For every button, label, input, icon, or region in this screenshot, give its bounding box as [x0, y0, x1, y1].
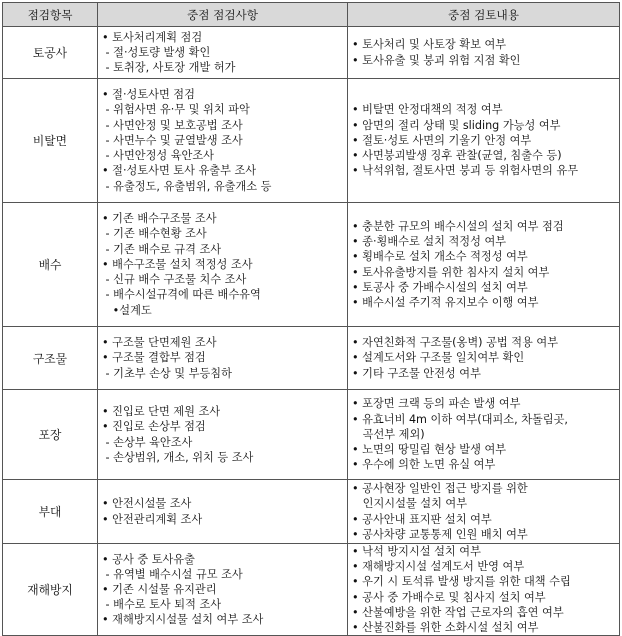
row-category: 비탈면 [3, 79, 98, 203]
check-item: •설계도 [102, 303, 152, 317]
header-checks: 중점 점검사항 [98, 3, 348, 27]
check-item: - 유출정도, 유출범위, 유출개소 등 [102, 179, 272, 193]
row-category: 구조물 [3, 327, 98, 390]
review-item: • 횡배수로 설치 개소수 적정성 여부 [352, 250, 528, 264]
review-item: • 재해방지시설 설계도서 반영 여부 [352, 560, 525, 574]
review-item: • 토사유출방지를 위한 침사지 설치 여부 [352, 265, 550, 279]
inspection-table-wrapper [2, 2, 619, 636]
check-item: - 사면안정 및 보호공법 조사 [102, 118, 243, 132]
check-item: • 진입로 단면 제원 조사 [102, 405, 221, 419]
table-row [3, 544, 620, 636]
review-item: • 설계도서와 구조물 일치여부 확인 [352, 351, 525, 365]
row-reviews-cell [348, 544, 620, 636]
review-item: • 토사유출 및 붕괴 위험 지점 확인 [352, 53, 521, 67]
check-item: - 기존 배수로 규격 조사 [102, 242, 222, 256]
row-checks-cell [98, 27, 348, 79]
check-item: • 절·성토사면 점검 [102, 88, 195, 102]
row-checks-cell [98, 390, 348, 480]
row-category: 토공사 [3, 27, 98, 79]
review-item: • 산불진화를 위한 소화시설 설치 여부 [352, 621, 539, 635]
row-reviews-cell [348, 27, 620, 79]
check-item: • 구조물 결합부 점검 [102, 351, 206, 365]
header-row [3, 3, 620, 27]
review-item: 곡선부 제외) [352, 427, 425, 441]
row-checks-cell [98, 327, 348, 390]
check-item: - 위험사면 유·무 및 위치 파악 [102, 103, 250, 117]
row-reviews-cell [348, 327, 620, 390]
review-item: 인지시설물 설치 여부 [352, 497, 468, 511]
row-reviews-cell [348, 480, 620, 544]
table-row [3, 203, 620, 327]
row-checks-cell [98, 79, 348, 203]
table-row [3, 480, 620, 544]
review-item: • 노면의 땅밀림 현상 발생 여부 [352, 443, 507, 457]
row-category: 재해방지 [3, 544, 98, 636]
table-row [3, 27, 620, 79]
check-item: - 손상범위, 개소, 위치 등 조사 [102, 450, 254, 464]
review-item: • 포장면 크랙 등의 파손 발생 여부 [352, 397, 521, 411]
row-checks-cell [98, 480, 348, 544]
check-item: - 기존 배수현황 조사 [102, 227, 207, 241]
table-body [3, 27, 620, 636]
review-item: • 기타 구조물 안전성 여부 [352, 366, 481, 380]
row-checks-cell [98, 203, 348, 327]
review-item: • 암면의 절리 상태 및 sliding 가능성 여부 [352, 118, 561, 132]
row-reviews-cell [348, 79, 620, 203]
review-item: • 우수에 의한 노면 유실 여부 [352, 458, 496, 472]
row-reviews-cell [348, 203, 620, 327]
review-item: • 낙석 방지시설 설치 여부 [352, 545, 481, 558]
review-item: • 공사현장 일반인 접근 방지를 위한 [352, 482, 528, 496]
check-item: • 진입로 손상부 점검 [102, 420, 206, 434]
check-item: - 신규 배수 구조물 치수 조사 [102, 273, 247, 287]
check-item: - 손상부 육안조사 [102, 435, 193, 449]
check-item: • 절·성토사면 토사 유출부 조사 [102, 164, 257, 178]
inspection-table [2, 2, 620, 636]
check-item: - 토취장, 사토장 개발 허가 [102, 61, 236, 75]
row-checks-cell [98, 544, 348, 636]
review-item: • 공사 중 가배수로 및 침사지 설치 여부 [352, 590, 546, 604]
review-item: • 유효너비 4m 이하 여부(대피소, 차돌림곳, [352, 412, 568, 426]
review-item: • 낙석위험, 절토사면 붕괴 등 위험사면의 유무 [352, 164, 579, 178]
check-item: • 안전관리계획 조사 [102, 512, 203, 526]
row-reviews-cell [348, 390, 620, 480]
check-item: • 공사 중 토사유출 [102, 552, 195, 566]
review-item: • 공사차량 교통통제 인원 배치 여부 [352, 527, 528, 541]
review-item: • 종·횡배수로 설치 적정성 여부 [352, 235, 507, 249]
table-row [3, 327, 620, 390]
review-item: • 토공사 중 가배수시설의 설치 여부 [352, 280, 528, 294]
row-category: 부대 [3, 480, 98, 544]
review-item: • 산불예방을 위한 작업 근로자의 흡연 여부 [352, 605, 564, 619]
check-item: • 구조물 단면제원 조사 [102, 336, 217, 350]
review-item: • 공사안내 표지판 설치 여부 [352, 512, 492, 526]
review-item: • 토사처리 및 사토장 확보 여부 [352, 38, 507, 52]
check-item: • 재해방지시설물 설치 여부 조사 [102, 613, 264, 627]
review-item: • 자연친화적 구조물(옹벽) 공법 적용 여부 [352, 336, 559, 350]
check-item: - 배수로 토사 퇴적 조사 [102, 598, 222, 612]
table-row [3, 79, 620, 203]
check-item: - 유역별 배수시설 규모 조사 [102, 567, 243, 581]
check-item: • 배수구조물 설치 적정성 조사 [102, 257, 253, 271]
review-item: • 비탈면 안정대책의 적정 여부 [352, 103, 503, 117]
check-item: • 기존 시설물 유지관리 [102, 583, 217, 596]
check-item: • 안전시설물 조사 [102, 497, 192, 511]
review-item: • 사면붕괴발생 징후 관찰(균열, 침출수 등) [352, 149, 562, 163]
row-category: 포장 [3, 390, 98, 480]
check-item: • 토사처리계획 점검 [102, 30, 203, 44]
header-category: 점검항목 [3, 3, 98, 27]
header-reviews: 중점 검토내용 [348, 3, 620, 27]
check-item: - 절·성토량 발생 확인 [102, 45, 211, 59]
check-item: • 기존 배수구조물 조사 [102, 212, 217, 226]
row-category: 배수 [3, 203, 98, 327]
check-item: - 사면안정성 육안조사 [102, 149, 214, 163]
review-item: • 절토·성토 사면의 기울기 안정 여부 [352, 133, 532, 147]
check-item: - 사면누수 및 균열발생 조사 [102, 133, 243, 147]
review-item: • 배수시설 주기적 유지보수 이행 여부 [352, 295, 539, 309]
check-item: - 배수시설규격에 따른 배수유역 [102, 288, 261, 302]
review-item: • 충분한 규모의 배수시설의 설치 여부 점검 [352, 219, 564, 233]
review-item: • 우기 시 토석류 발생 방지를 위한 대책 수립 [352, 575, 571, 589]
table-row [3, 390, 620, 480]
check-item: - 기초부 손상 및 부등침하 [102, 366, 232, 380]
